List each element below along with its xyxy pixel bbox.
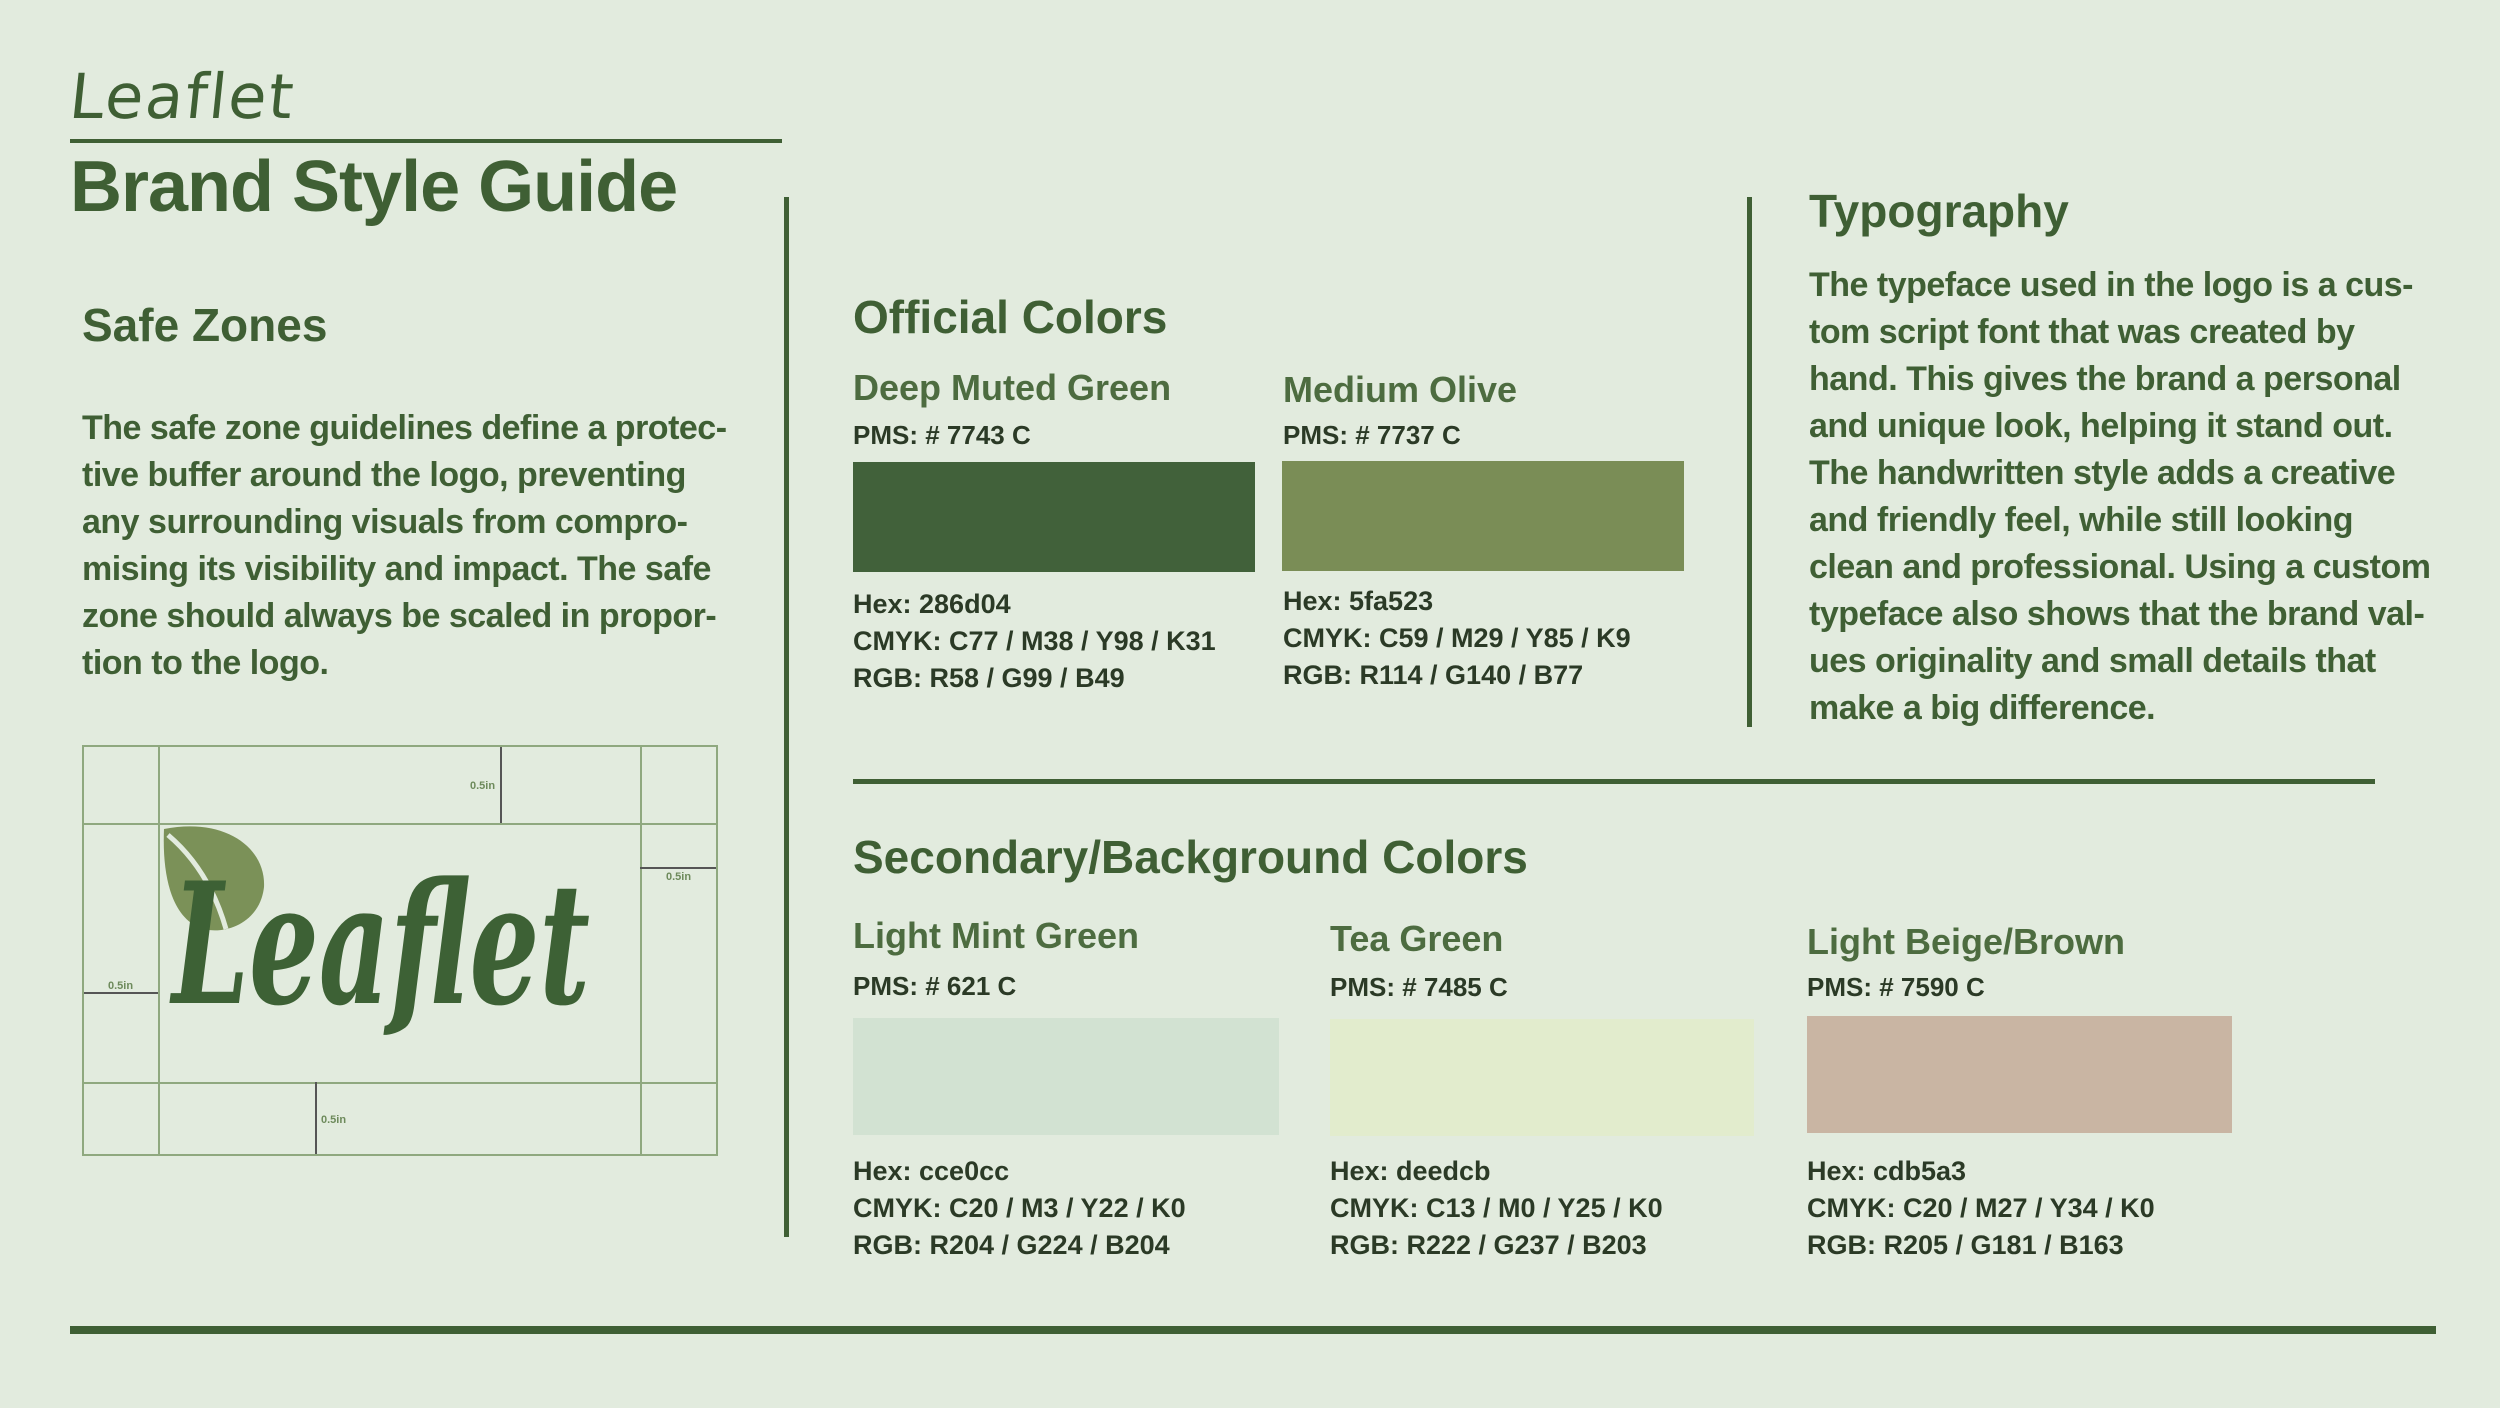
safe-zones-line: tion to the logo. <box>82 644 329 682</box>
typography-line: and unique look, helping it stand out. <box>1809 407 2393 445</box>
typography-divider <box>1747 197 1752 727</box>
right-margin-label: 0.5in <box>666 871 692 883</box>
color-hex: Hex: 5fa523 <box>1283 586 1434 616</box>
typography-line: The typeface used in the logo is a cus- <box>1809 266 2413 304</box>
color-swatch <box>1330 1019 1754 1136</box>
color-pms: PMS: # 7485 C <box>1330 972 1508 1002</box>
top-margin-label: 0.5in <box>470 780 496 792</box>
color-pms: PMS: # 7737 C <box>1283 420 1461 450</box>
color-cmyk: CMYK: C77 / M38 / Y98 / K31 <box>853 626 1216 656</box>
safe-zones-line: zone should always be scaled in propor- <box>82 597 717 635</box>
header-divider <box>70 139 782 143</box>
color-specs <box>853 1153 1186 1264</box>
color-swatch <box>1807 1016 2232 1133</box>
color-cmyk: CMYK: C20 / M3 / Y22 / K0 <box>853 1193 1186 1223</box>
left-margin-label: 0.5in <box>108 980 134 992</box>
typography-line: typeface also shows that the brand val- <box>1809 595 2425 633</box>
section-divider <box>853 779 2375 784</box>
safe-zones-line: The safe zone guidelines define a protec- <box>82 409 727 447</box>
typography-line: The handwritten style adds a creative <box>1809 454 2396 492</box>
color-rgb: RGB: R205 / G181 / B163 <box>1807 1230 2124 1260</box>
typography-description <box>1809 262 2469 732</box>
left-margin-marker <box>84 992 158 994</box>
typography-line: ues originality and small details that <box>1809 642 2376 680</box>
color-pms: PMS: # 7743 C <box>853 420 1031 450</box>
safe-zone-diagram <box>82 745 718 1156</box>
color-cmyk: CMYK: C13 / M0 / Y25 / K0 <box>1330 1193 1663 1223</box>
logo-wordmark: Leaflet <box>169 845 591 1043</box>
color-specs <box>1807 1153 2155 1264</box>
bottom-margin-marker <box>315 1082 317 1154</box>
color-pms: PMS: # 7590 C <box>1807 972 1985 1002</box>
color-name: Light Mint Green <box>853 915 1139 956</box>
color-hex: Hex: cdb5a3 <box>1807 1156 1967 1186</box>
color-name: Medium Olive <box>1283 369 1518 410</box>
typography-line: clean and professional. Using a custom <box>1809 548 2431 586</box>
official-colors-heading: Official Colors <box>853 291 1168 343</box>
color-specs <box>853 586 1216 697</box>
footer-divider <box>70 1326 2436 1334</box>
bottom-margin-label: 0.5in <box>321 1114 347 1126</box>
color-swatch <box>853 1018 1279 1135</box>
top-margin-marker <box>500 747 502 823</box>
color-name: Tea Green <box>1330 918 1504 959</box>
leaflet-logo <box>154 817 654 1087</box>
color-specs <box>1330 1153 1663 1264</box>
page-title: Brand Style Guide <box>70 147 678 227</box>
color-cmyk: CMYK: C59 / M29 / Y85 / K9 <box>1283 623 1631 653</box>
brand-wordmark: Leaflet <box>66 60 299 133</box>
safe-zones-line: mising its visibility and impact. The safe <box>82 550 711 588</box>
color-hex: Hex: cce0cc <box>853 1156 1010 1186</box>
color-name: Light Beige/Brown <box>1807 921 2125 962</box>
color-rgb: RGB: R204 / G224 / B204 <box>853 1230 1170 1260</box>
safe-zones-line: any surrounding visuals from compro- <box>82 503 688 541</box>
color-swatch <box>853 462 1255 572</box>
color-rgb: RGB: R58 / G99 / B49 <box>853 663 1125 693</box>
typography-line: make a big difference. <box>1809 689 2156 727</box>
color-cmyk: CMYK: C20 / M27 / Y34 / K0 <box>1807 1193 2155 1223</box>
color-hex: Hex: deedcb <box>1330 1156 1491 1186</box>
color-swatch <box>1282 461 1684 571</box>
color-rgb: RGB: R222 / G237 / B203 <box>1330 1230 1647 1260</box>
safe-zones-line: tive buffer around the logo, preventing <box>82 456 686 494</box>
color-rgb: RGB: R114 / G140 / B77 <box>1283 660 1584 690</box>
color-name: Deep Muted Green <box>853 367 1172 408</box>
typography-heading: Typography <box>1809 185 2069 237</box>
typography-line: tom script font that was created by <box>1809 313 2355 351</box>
typography-line: hand. This gives the brand a personal <box>1809 360 2401 398</box>
color-hex: Hex: 286d04 <box>853 589 1011 619</box>
left-column-divider <box>784 197 789 1237</box>
safe-zones-description <box>82 405 772 687</box>
color-pms: PMS: # 621 C <box>853 971 1017 1001</box>
safe-zones-heading: Safe Zones <box>82 299 328 351</box>
secondary-colors-heading: Secondary/Background Colors <box>853 831 1528 883</box>
color-specs <box>1283 583 1631 694</box>
typography-line: and friendly feel, while still looking <box>1809 501 2353 539</box>
